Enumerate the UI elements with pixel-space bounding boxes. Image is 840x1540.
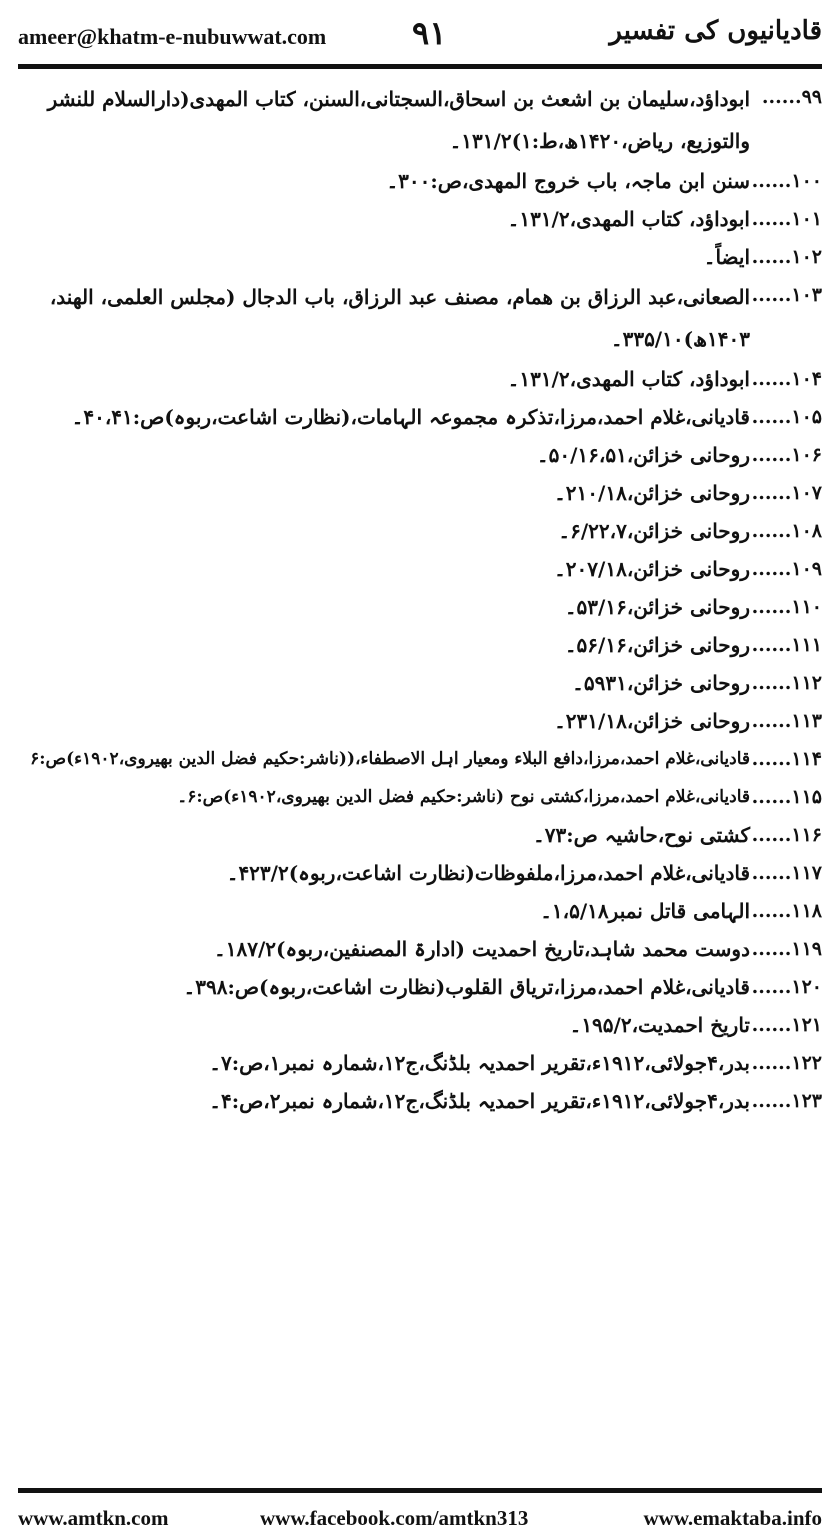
footnote-number: ۱۲۱...... — [751, 1014, 822, 1036]
footnote-number: ۱۰۲...... — [751, 246, 822, 268]
footnote-text: روحانی خزائن،۶/۲۲،۷۔ — [558, 519, 750, 543]
footnote-item — [18, 664, 822, 702]
footnote-number: ۱۰۴...... — [751, 368, 822, 390]
footnotes-list — [18, 78, 822, 1120]
footnote-text: بدر،۴جولائی،۱۹۱۲ء،تقریر احمدیہ بلڈنگ،ج۱۲،شمارہ نمبر۲،ص:۴۔ — [209, 1089, 750, 1113]
footnote-number: ۱۰۸...... — [751, 520, 822, 542]
footnote-item — [18, 436, 822, 474]
footnote-number: ۱۱۴...... — [751, 748, 822, 770]
footnote-text: سنن ابن ماجہ، باب خروج المھدی،ص:۳۰۰۔ — [386, 169, 750, 193]
footnote-item — [18, 276, 822, 360]
footnote-text: روحانی خزائن،۵۳/۱۶۔ — [564, 595, 750, 619]
footnote-text: روحانی خزائن،۲۱۰/۱۸۔ — [554, 481, 750, 505]
footnote-number: ۱۰۶...... — [751, 444, 822, 466]
page-number: ۹۱ — [412, 14, 447, 52]
footnote-text: روحانی خزائن،۵۶/۱۶۔ — [564, 633, 750, 657]
footnote-item — [18, 1044, 822, 1082]
footnote-number: ۱۰۵...... — [751, 406, 822, 428]
footnote-number: ۱۱۱...... — [751, 634, 822, 656]
footnote-number: ۱۰۹...... — [751, 558, 822, 580]
footnote-text: روحانی خزائن،۵۰/۱۶،۵۱۔ — [536, 443, 750, 467]
footnote-number: ۱۲۳...... — [751, 1090, 822, 1112]
footnote-number: ۱۱۵...... — [751, 786, 822, 808]
footnote-item — [18, 550, 822, 588]
footnote-item — [18, 78, 822, 162]
footnote-number: ۱۲۰...... — [751, 976, 822, 998]
footnote-text: قادیانی،غلام احمد،مرزا،دافع البلاء ومعیار اہل الاصطفاء،((ناشر:حکیم فضل الدین بھیروی،۱۹۰۲ء)ص:۶ — [30, 749, 750, 769]
footnote-text: کشتی نوح،حاشیہ ص:۷۳۔ — [533, 823, 750, 847]
footnote-text: ابوداؤد،سلیمان بن اشعث بن اسحاق،السجتانی،السنن، کتاب المھدی(دارالسلام للنشر والتوزیع، ریاض،۱۴۲۰ھ،ط:۱)۱۳۱/۲۔ — [47, 87, 750, 153]
footnote-item — [18, 930, 822, 968]
footnote-item — [18, 626, 822, 664]
header-email: ameer@khatm-e-nubuwwat.com — [18, 24, 327, 49]
footnote-text: بدر،۴جولائی،۱۹۱۲ء،تقریر احمدیہ بلڈنگ،ج۱۲،شمارہ نمبر۱،ص:۷۔ — [209, 1051, 750, 1075]
footnote-number: ۱۱۳...... — [751, 710, 822, 732]
footnote-text: قادیانی،غلام احمد،مرزا،ملفوظات(نظارت اشاعت،ربوہ)۴۲۳/۲۔ — [226, 861, 750, 885]
footnote-item — [18, 778, 822, 816]
page-footer — [18, 1506, 822, 1534]
footnote-text: تاریخ احمدیت،۱۹۵/۲۔ — [569, 1013, 750, 1037]
footnote-text: دوست محمد شاہد،تاریخ احمدیت (ادارۃ المصنفین،ربوہ)۱۸۷/۲۔ — [214, 937, 750, 961]
page-header — [18, 12, 822, 62]
footnote-item — [18, 1006, 822, 1044]
footnote-item — [18, 892, 822, 930]
footnote-text: الصعانی،عبد الرزاق بن ھمام، مصنف عبد الرزاق، باب الدجال (مجلس العلمی، الھند، ۱۴۰۳ھ)۳۳۵/۱۰۔ — [49, 285, 750, 351]
footnote-item — [18, 740, 822, 778]
book-title: قادیانیوں کی تفسیر — [609, 16, 822, 46]
footer-site-facebook: www.facebook.com/amtkn313 — [260, 1506, 529, 1530]
footnote-text: روحانی خزائن،۵۹۳۱۔ — [572, 671, 750, 695]
footnote-item — [18, 816, 822, 854]
footnote-number: ۹۹...... — [761, 86, 822, 108]
footnote-number: ۱۰۱...... — [751, 208, 822, 230]
footnote-item — [18, 360, 822, 398]
header-rule — [18, 64, 822, 69]
footnote-text: روحانی خزائن،۲۰۷/۱۸۔ — [554, 557, 750, 581]
footnote-number: ۱۱۲...... — [751, 672, 822, 694]
footnote-text: ابوداؤد، کتاب المھدی،۱۳۱/۲۔ — [507, 207, 750, 231]
footnote-text: قادیانی،غلام احمد،مرزا،تریاق القلوب(نظارت اشاعت،ربوہ)ص:۳۹۸۔ — [183, 975, 750, 999]
footnote-item — [18, 968, 822, 1006]
footnote-number: ۱۱۷...... — [751, 862, 822, 884]
footnote-item — [18, 162, 822, 200]
footnote-text: الہامی قاتل نمبر۱،۵/۱۸۔ — [540, 899, 750, 923]
footnote-text: ابوداؤد، کتاب المھدی،۱۳۱/۲۔ — [507, 367, 750, 391]
footnote-item — [18, 588, 822, 626]
footnote-number: ۱۱۸...... — [751, 900, 822, 922]
footnote-item — [18, 702, 822, 740]
footnote-text: ایضاً۔ — [703, 245, 750, 269]
footnote-number: ۱۲۲...... — [751, 1052, 822, 1074]
footnote-item — [18, 200, 822, 238]
footer-site-emaktaba: www.emaktaba.info — [643, 1506, 822, 1530]
footnote-item — [18, 238, 822, 276]
footer-rule — [18, 1488, 822, 1493]
footnote-number: ۱۱۹...... — [751, 938, 822, 960]
footnote-item — [18, 398, 822, 436]
footnote-text: قادیانی،غلام احمد،مرزا،کشتی نوح (ناشر:حکیم فضل الدین بھیروی،۱۹۰۲ء)ص:۶۔ — [177, 787, 750, 807]
footnote-item — [18, 1082, 822, 1120]
footnote-text: روحانی خزائن،۲۳۱/۱۸۔ — [554, 709, 750, 733]
footer-site-amtkn: www.amtkn.com — [18, 1506, 169, 1530]
footnote-number: ۱۰۳...... — [751, 284, 822, 306]
footnote-number: ۱۱۰...... — [751, 596, 822, 618]
footnote-number: ۱۰۰...... — [751, 170, 822, 192]
footnote-text: قادیانی،غلام احمد،مرزا،تذکرہ مجموعہ الہامات،(نظارت اشاعت،ربوہ)ص:۴۰،۴۱۔ — [71, 405, 750, 429]
footnote-number: ۱۱۶...... — [751, 824, 822, 846]
footnote-item — [18, 474, 822, 512]
footnote-item — [18, 854, 822, 892]
footnote-item — [18, 512, 822, 550]
footnote-number: ۱۰۷...... — [751, 482, 822, 504]
